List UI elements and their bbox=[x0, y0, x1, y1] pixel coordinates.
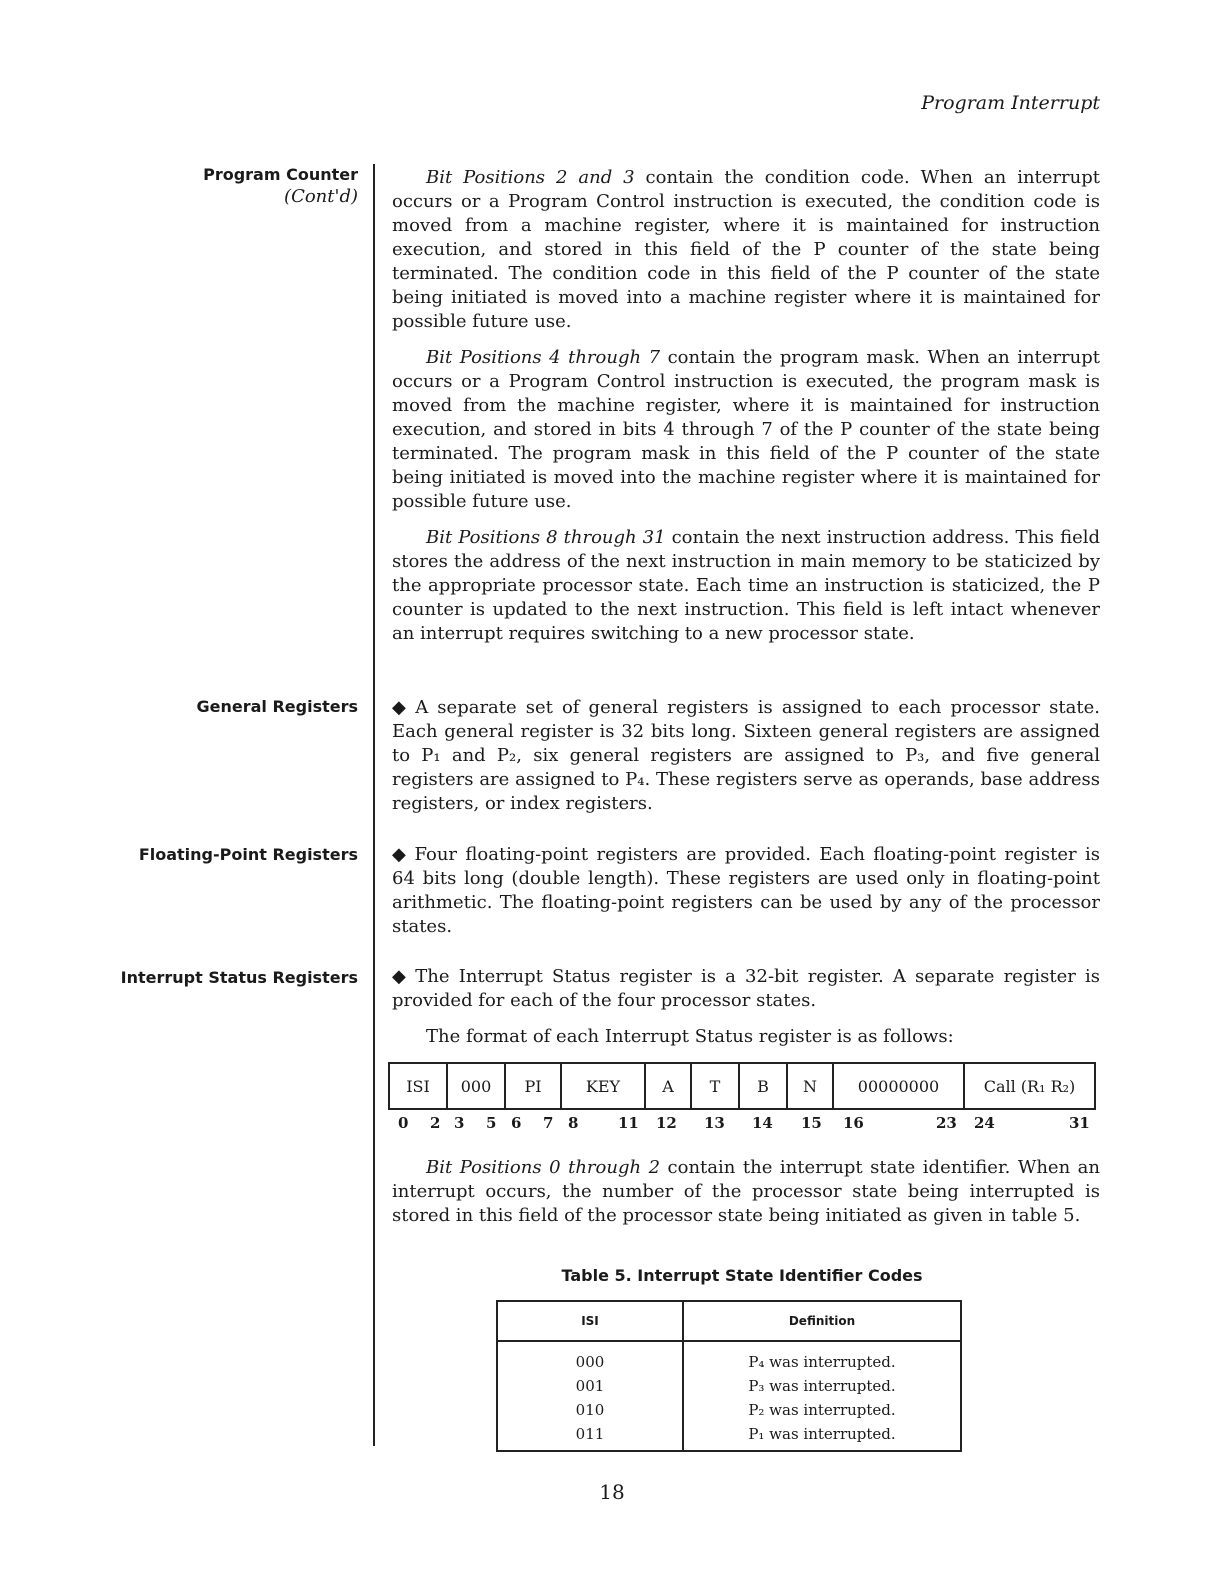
text-bits-0-2: contain the interrupt state identifier. When an interrupt occurs, the number of the processor state being interrupted is stored in this field of the processor state being initiated as given in table 5. bbox=[392, 1157, 1101, 1226]
field-isi: ISI bbox=[390, 1064, 448, 1108]
paragraph-bits-8-31 bbox=[392, 526, 1100, 646]
field-zeros: 00000000 bbox=[834, 1064, 965, 1108]
table-header-row bbox=[497, 1301, 961, 1341]
floating-point-section bbox=[392, 843, 1100, 951]
text-bits-8-31: contain the next instruction address. This field stores the address of the next instruction in main memory to be staticized by the appropriate processor state. Each time an instruction is staticized, the P counter is updated to the next instruction. This field is left intact whenever an interrupt requires switching to a new processor state. bbox=[392, 527, 1101, 644]
isi-section bbox=[392, 1156, 1100, 1240]
isi-definition: P₃ was interrupted. bbox=[748, 1377, 896, 1395]
bit-label: 14 bbox=[752, 1114, 773, 1132]
header-definition: Definition bbox=[683, 1301, 961, 1341]
running-head: Program Interrupt bbox=[921, 92, 1100, 114]
format-intro: The format of each Interrupt Status register is as follows: bbox=[426, 1026, 954, 1047]
interrupt-status-heading: Interrupt Status Registers bbox=[120, 968, 358, 987]
field-b: B bbox=[740, 1064, 788, 1108]
page-number: 18 bbox=[599, 1480, 625, 1504]
text-bits-2-3: contain the condition code. When an interrupt occurs or a Program Control instruction is executed, the condition code is moved from a machine register, where it is maintained for instruction execution, and stored in this field of the P counter of the state being terminated. The condition code in this field of the P counter of the state being initiated is moved into a machine register where it is maintained for possible future use. bbox=[392, 167, 1100, 332]
bit-label: 16 bbox=[843, 1114, 864, 1132]
general-registers-text bbox=[392, 696, 1100, 816]
general-registers-heading: General Registers bbox=[196, 697, 358, 716]
isi-code: 011 bbox=[497, 1422, 683, 1451]
interrupt-status-body: The Interrupt Status register is a 32-bit register. A separate register is provided for each of the four processor states. bbox=[392, 966, 1100, 1011]
field-n: N bbox=[788, 1064, 834, 1108]
isi-definition: P₂ was interrupted. bbox=[748, 1401, 896, 1419]
table-row bbox=[497, 1341, 961, 1374]
header-isi: ISI bbox=[497, 1301, 683, 1341]
bit-label: 11 bbox=[618, 1114, 639, 1132]
bit-label: 13 bbox=[704, 1114, 725, 1132]
diamond-icon: ◆ bbox=[392, 844, 409, 865]
bit-label: 8 bbox=[568, 1114, 579, 1132]
bit-label: 12 bbox=[656, 1114, 677, 1132]
lead-bits-0-2: Bit Positions 0 through 2 bbox=[426, 1157, 661, 1178]
register-format bbox=[388, 1062, 1096, 1110]
field-key: KEY bbox=[562, 1064, 646, 1108]
text-bits-4-7: contain the program mask. When an interrupt occurs or a Program Control instruction is executed, the program mask is moved from the machine register, where it is maintained for instruction execution, and stored in bits 4 through 7 of the P counter of the state being terminated. The program mask in this field of the P counter of the state being initiated is moved into the machine register where it is maintained for possible future use. bbox=[392, 347, 1100, 512]
program-counter-heading: Program Counter bbox=[203, 165, 358, 184]
bit-label: 7 bbox=[543, 1114, 554, 1132]
program-counter-section bbox=[392, 166, 1100, 658]
floating-point-body: Four floating-point registers are provided. Each floating-point register is 64 bits long (double length). These registers are used only in floating-point arithmetic. The floating-point registers can be used by any of the processor states. bbox=[392, 844, 1101, 937]
isi-definition: P₁ was interrupted. bbox=[748, 1425, 896, 1443]
margin-rule bbox=[373, 164, 375, 1446]
lead-bits-8-31: Bit Positions 8 through 31 bbox=[426, 527, 666, 548]
sidebar-program-counter bbox=[203, 164, 358, 208]
diamond-icon: ◆ bbox=[392, 966, 410, 987]
bit-label: 15 bbox=[801, 1114, 822, 1132]
isi-code: 010 bbox=[497, 1398, 683, 1422]
lead-bits-2-3: Bit Positions 2 and 3 bbox=[426, 167, 635, 188]
table-row bbox=[497, 1374, 961, 1398]
isi-code: 001 bbox=[497, 1374, 683, 1398]
interrupt-status-text bbox=[392, 965, 1100, 1013]
floating-point-text bbox=[392, 843, 1100, 939]
bit-label: 31 bbox=[1069, 1114, 1090, 1132]
lead-bits-4-7: Bit Positions 4 through 7 bbox=[426, 347, 661, 368]
isi-code: 000 bbox=[497, 1341, 683, 1374]
diamond-icon: ◆ bbox=[392, 697, 410, 718]
field-a: A bbox=[646, 1064, 692, 1108]
bit-label: 3 bbox=[454, 1114, 465, 1132]
table-title: Table 5. Interrupt State Identifier Codes bbox=[561, 1266, 923, 1285]
table-row bbox=[497, 1398, 961, 1422]
bit-label: 5 bbox=[486, 1114, 497, 1132]
paragraph-bits-4-7 bbox=[392, 346, 1100, 514]
bit-label: 6 bbox=[511, 1114, 522, 1132]
bit-label: 0 bbox=[398, 1114, 409, 1132]
field-pi: PI bbox=[506, 1064, 562, 1108]
contd-label: (Cont'd) bbox=[284, 186, 358, 207]
bit-label: 2 bbox=[430, 1114, 441, 1132]
isi-table bbox=[496, 1300, 962, 1452]
table-row bbox=[497, 1422, 961, 1451]
bit-label: 24 bbox=[974, 1114, 995, 1132]
bit-label: 23 bbox=[936, 1114, 957, 1132]
general-registers-body: A separate set of general registers is assigned to each processor state. Each general register is 32 bits long. Sixteen general registers are assigned to P₁ and P₂, six general registers are assigned to P₃, and five general registers are assigned to P₄. These registers serve as operands, base address registers, or index registers. bbox=[392, 697, 1100, 814]
bit-position-labels bbox=[388, 1114, 1096, 1134]
field-t: T bbox=[692, 1064, 740, 1108]
paragraph-bits-2-3 bbox=[392, 166, 1100, 334]
floating-point-heading: Floating-Point Registers bbox=[138, 845, 358, 864]
interrupt-status-section bbox=[392, 965, 1100, 1061]
isi-definition: P₄ was interrupted. bbox=[748, 1353, 896, 1371]
paragraph-bits-0-2 bbox=[392, 1156, 1100, 1228]
general-registers-section bbox=[392, 696, 1100, 828]
field-000: 000 bbox=[448, 1064, 506, 1108]
field-call: Call (R₁ R₂) bbox=[983, 1076, 1076, 1096]
